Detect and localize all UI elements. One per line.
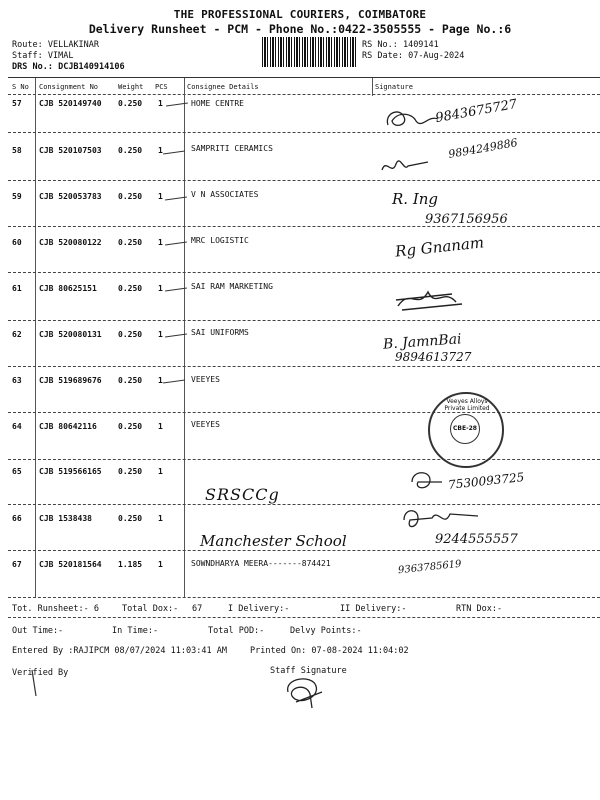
handwritten-phone: 9363785619 (397, 558, 463, 577)
row-consignee: SOWNDHARYA MEERA-------874421 (191, 559, 331, 568)
row-sno: 58 (12, 146, 22, 155)
row-consignee: VEEYES (191, 420, 220, 429)
handwritten-signature: R. Ing (392, 190, 439, 208)
delvy-points: Delvy Points:- (290, 626, 362, 636)
row-rule (8, 412, 600, 413)
total-pod: Total POD:- (208, 626, 265, 636)
row-sno: 67 (12, 560, 22, 569)
company-title: THE PROFESSIONAL COURIERS, COIMBATORE (173, 8, 427, 21)
row-pcs: 1 (158, 376, 163, 385)
tick-mark (163, 150, 185, 154)
col-divider (184, 78, 185, 598)
row-consignee: HOME CENTRE (191, 99, 244, 108)
drs-label: DRS No.: (12, 62, 53, 72)
row-pcs: 1 (158, 238, 163, 247)
rs-date-value: 07-Aug-2024 (408, 51, 465, 61)
col-consignment: Consignment No (39, 83, 99, 91)
row-consignment: CJB 80625151 (39, 284, 97, 293)
tick-mark (163, 379, 185, 383)
row-rule (8, 320, 600, 321)
row-rule (8, 132, 600, 133)
row-consignment: CJB 520080122 (39, 238, 102, 247)
barcode (262, 37, 356, 67)
totals-rule (8, 617, 600, 618)
row-weight: 0.250 (118, 330, 143, 339)
row-pcs: 1 (158, 99, 163, 108)
out-time: Out Time:- (12, 626, 64, 636)
stamp-text: Veeyes Alloys Private Limited (444, 398, 490, 412)
handwritten-signature: B. JamnBai (382, 331, 463, 353)
row-sno: 63 (12, 376, 22, 385)
handwritten-name: Manchester School (200, 532, 347, 550)
row-weight: 0.250 (118, 192, 143, 201)
rs-no-line (362, 40, 439, 50)
runsheet-subtitle: Delivery Runsheet - PCM - Phone No.:0422-3505555 - Page No.:6 (88, 22, 512, 36)
row-consignee: MRC LOGISTIC (191, 236, 249, 245)
col-weight: Weight (118, 83, 144, 91)
row-pcs: 1 (158, 422, 163, 431)
row-weight: 0.250 (118, 99, 143, 108)
printed-on: Printed On: 07-08-2024 11:04:02 (250, 646, 409, 656)
header-rule (8, 94, 600, 95)
drs-value: DCJB140914106 (58, 62, 125, 72)
handwritten-phone: 9367156956 (425, 212, 508, 227)
row-weight: 0.250 (118, 514, 143, 523)
col-signature: Signature (375, 83, 413, 91)
row-consignment: CJB 520080131 (39, 330, 102, 339)
handwritten-phone: 7530093725 (447, 470, 525, 492)
signature-57 (382, 103, 442, 137)
row-weight: 0.250 (118, 467, 143, 476)
row-sno: 57 (12, 99, 22, 108)
row-consignee: V N ASSOCIATES (191, 190, 259, 199)
row-consignee: SAI RAM MARKETING (191, 282, 273, 291)
row-consignment: CJB 520107503 (39, 146, 102, 155)
staff-label: Staff: (12, 51, 43, 61)
handwritten-phone: 9894613727 (395, 350, 472, 364)
row-consignment: CJB 520053783 (39, 192, 102, 201)
row-consignee: VEEYES (191, 375, 220, 384)
row-rule (8, 597, 600, 598)
row-consignment: CJB 80642116 (39, 422, 97, 431)
total-dox-label: Total Dox:- (122, 604, 179, 614)
row-consignment: CJB 520149740 (39, 99, 102, 108)
col-divider (372, 78, 373, 96)
row-consignment: CJB 519566165 (39, 467, 102, 476)
col-divider (35, 78, 36, 598)
handwritten-phone: 9244555557 (435, 532, 518, 547)
row-sno: 64 (12, 422, 22, 431)
row-pcs: 1 (158, 192, 163, 201)
col-sno: S No (12, 83, 29, 91)
row-consignment: CJB 520181564 (39, 560, 102, 569)
route-line (12, 40, 99, 50)
handwritten-phone: 9843675727 (434, 96, 519, 127)
col-pcs: PCS (155, 83, 168, 91)
staff-value: VIMAL (47, 51, 74, 61)
row-rule (8, 550, 600, 551)
i-delivery: I Delivery:- (228, 604, 290, 614)
row-weight: 0.250 (118, 146, 143, 155)
row-sno: 66 (12, 514, 22, 523)
handwritten-phone: 9894249886 (447, 136, 519, 161)
staff-line (12, 51, 73, 61)
rs-no-value: 1409141 (402, 40, 439, 50)
row-sno: 59 (12, 192, 22, 201)
col-consignee: Consignee Details (187, 83, 259, 91)
table-top-rule (8, 77, 600, 78)
row-weight: 0.250 (118, 422, 143, 431)
row-rule (8, 504, 600, 505)
signature-65 (408, 468, 448, 498)
tot-runsheet: Tot. Runsheet:- 6 (12, 604, 99, 614)
staff-signature-label: Staff Signature (270, 666, 347, 676)
row-consignment: CJB 519689676 (39, 376, 102, 385)
row-rule (8, 226, 600, 227)
row-weight: 0.250 (118, 238, 143, 247)
handwritten-signature: Rg Gnanam (394, 233, 485, 261)
entered-by: Entered By :RAJIPCM 08/07/2024 11:03:41 AM (12, 646, 227, 656)
stamp-code: CBE-28 (453, 425, 477, 432)
row-rule (8, 366, 600, 367)
row-pcs: 1 (158, 514, 163, 523)
row-consignee: SAI UNIFORMS (191, 328, 249, 337)
row-consignment: CJB 1538438 (39, 514, 92, 523)
company-stamp (428, 392, 504, 468)
row-pcs: 1 (158, 560, 163, 569)
route-label: Route: (12, 40, 43, 50)
row-weight: 0.250 (118, 284, 143, 293)
verifier-mark (20, 668, 50, 702)
row-rule (8, 459, 600, 460)
route-value: VELLAKINAR (47, 40, 100, 50)
ii-delivery: II Delivery:- (340, 604, 407, 614)
row-weight: 0.250 (118, 376, 143, 385)
rtn-dox: RTN Dox:- (456, 604, 503, 614)
handwritten-name: SRSCCg (205, 485, 280, 504)
row-sno: 60 (12, 238, 22, 247)
in-time: In Time:- (112, 626, 159, 636)
row-weight: 1.185 (118, 560, 143, 569)
total-dox-value: 67 (192, 604, 203, 614)
staff-signature (282, 672, 332, 716)
row-consignee: SAMPRITI CERAMICS (191, 144, 273, 153)
rs-date-line (362, 51, 464, 61)
row-pcs: 1 (158, 330, 163, 339)
signature-61 (392, 284, 472, 318)
signature-58 (378, 150, 438, 184)
row-pcs: 1 (158, 467, 163, 476)
row-sno: 61 (12, 284, 22, 293)
row-rule (8, 272, 600, 273)
row-rule (8, 180, 600, 181)
row-sno: 65 (12, 467, 22, 476)
rs-date-label: RS Date: (362, 51, 403, 61)
drs-line (12, 62, 125, 72)
row-pcs: 1 (158, 284, 163, 293)
rs-no-label: RS No.: (362, 40, 398, 50)
row-pcs: 1 (158, 146, 163, 155)
verified-by: Verified By (12, 668, 69, 678)
row-sno: 62 (12, 330, 22, 339)
